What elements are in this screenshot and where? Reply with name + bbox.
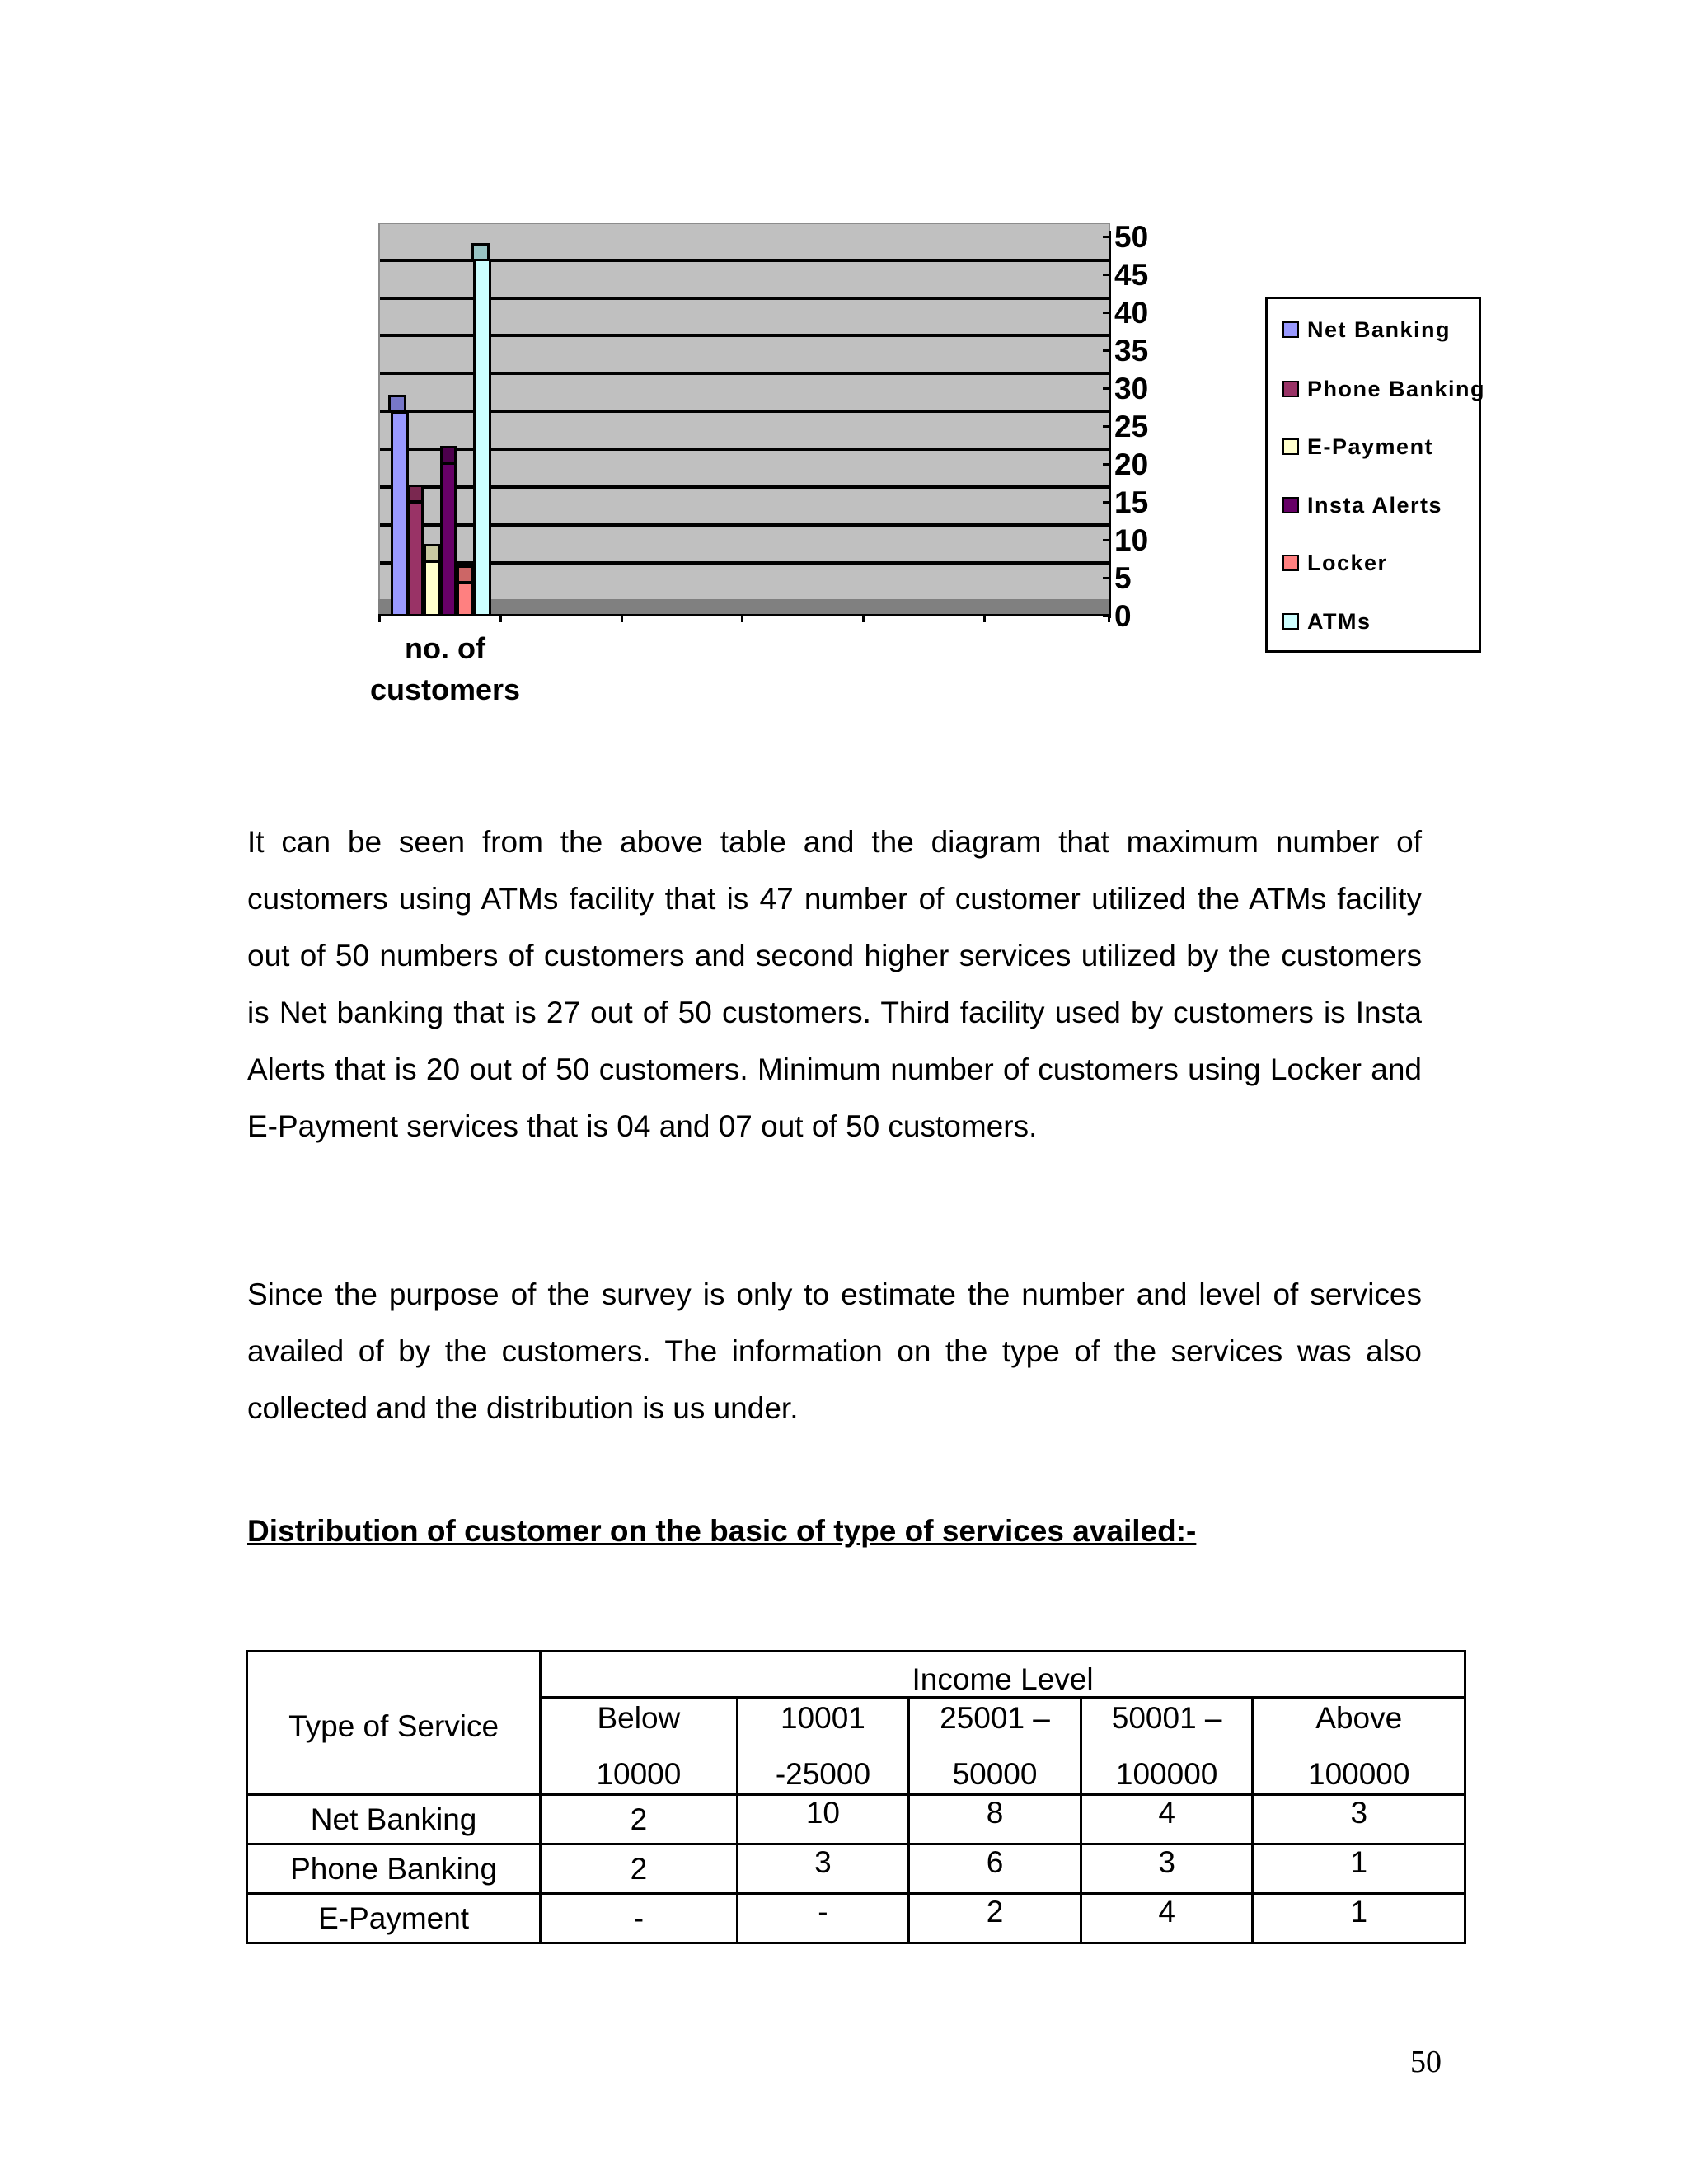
x-category-label (346, 628, 544, 710)
column-header-line: 50000 (952, 1756, 1038, 1791)
legend-item-atms (1282, 609, 1372, 634)
column-header (737, 1698, 909, 1795)
bar-insta-alerts (440, 462, 457, 616)
y-tick-label: 5 (1114, 561, 1132, 595)
y-tick-label: 45 (1114, 258, 1149, 292)
y-tick (1103, 236, 1110, 238)
y-tick-label: 50 (1114, 220, 1149, 254)
service-name-cell: E-Payment (247, 1894, 541, 1943)
legend-swatch-icon (1282, 497, 1299, 513)
column-header-line: 100000 (1308, 1756, 1410, 1791)
table-row (247, 1795, 1465, 1844)
legend-item-e-payment (1282, 434, 1433, 459)
service-name-cell: Phone Banking (247, 1844, 541, 1894)
bar-atms (473, 259, 491, 616)
table-cell: 3 (1081, 1844, 1253, 1894)
column-header-line: 25001 – (940, 1700, 1050, 1735)
x-category-line: no. of (405, 631, 485, 665)
x-tick (862, 614, 865, 622)
y-tick-label: 0 (1114, 599, 1132, 633)
column-header-line: Above (1315, 1700, 1403, 1735)
y-tick-label: 25 (1114, 410, 1149, 443)
x-tick (621, 614, 623, 622)
y-tick (1103, 501, 1110, 504)
section-heading: Distribution of customer on the basic of type of services availed:- (247, 1514, 1197, 1548)
analysis-paragraph: It can be seen from the above table and the diagram that maximum number of customers using ATMs facility that is 47 number of customer utilized the ATMs facility out of 50 numbers of customers and second higher services utilized by the customers is Net banking that is 27 out of 50 customers. Third facility used by customers is Insta Alerts that is 20 out of 50 customers. Minimum number of customers using Locker and E-Payment services that is 04 and 07 out of 50 customers. (247, 825, 1422, 1143)
y-tick (1103, 387, 1110, 390)
bar-top-net-banking (388, 395, 406, 413)
bar-e-payment (424, 560, 440, 616)
table-row (247, 1894, 1465, 1943)
y-tick-label: 30 (1114, 372, 1149, 405)
legend-label: Phone Banking (1307, 376, 1486, 401)
column-header (909, 1698, 1081, 1795)
y-tick (1103, 539, 1110, 541)
column-header-line: Below (597, 1700, 681, 1735)
bar-top-insta-alerts (440, 446, 457, 464)
table-cell: 2 (909, 1894, 1081, 1943)
y-tick-label: 35 (1114, 334, 1149, 368)
legend-item-locker (1282, 551, 1388, 575)
column-header-line: 10001 (780, 1700, 865, 1735)
income-level-header: Income Level (541, 1652, 1465, 1698)
legend-label: Locker (1307, 550, 1388, 575)
legend-swatch-icon (1282, 613, 1299, 630)
legend-item-phone-banking (1282, 377, 1485, 401)
x-category-line: customers (369, 673, 521, 706)
survey-paragraph: Since the purpose of the survey is only to estimate the number and level of services availed of by the customers. The information on the type of the services was also collected and the distribution is us under. (247, 1277, 1422, 1425)
column-header (1253, 1698, 1465, 1795)
x-tick (499, 614, 502, 622)
column-header (541, 1698, 737, 1795)
table-cell: 8 (909, 1795, 1081, 1844)
bar-net-banking (391, 411, 409, 616)
column-header-line: -25000 (775, 1756, 871, 1791)
y-tick (1103, 312, 1110, 314)
table-cell: 4 (1081, 1795, 1253, 1844)
bar-locker (457, 582, 473, 616)
y-tick-label: 20 (1114, 448, 1149, 481)
y-tick (1103, 349, 1110, 352)
y-tick-label: 40 (1114, 296, 1149, 330)
legend-swatch-icon (1282, 321, 1299, 338)
bar-top-locker (457, 565, 473, 583)
table-cell: 10 (737, 1795, 909, 1844)
x-axis (378, 614, 1110, 616)
y-tick-label: 15 (1114, 485, 1149, 519)
legend-label: Insta Alerts (1307, 492, 1443, 518)
column-header (1081, 1698, 1253, 1795)
x-tick (741, 614, 743, 622)
table-cell: 6 (909, 1844, 1081, 1894)
table-cell: - (541, 1894, 737, 1943)
legend-swatch-icon (1282, 438, 1299, 455)
y-tick-label: 10 (1114, 523, 1149, 557)
bar-phone-banking (407, 501, 424, 616)
column-header-line: 100000 (1115, 1756, 1218, 1791)
bar-chart (0, 0, 1688, 742)
column-header-line: 10000 (596, 1756, 682, 1791)
chart-legend (1265, 297, 1486, 653)
legend-label: ATMs (1307, 608, 1372, 634)
table-corner-header: Type of Service (247, 1652, 541, 1795)
bar-top-e-payment (424, 544, 440, 562)
y-tick (1103, 577, 1110, 579)
table-cell: 4 (1081, 1894, 1253, 1943)
legend-item-net-banking (1282, 317, 1451, 342)
y-tick (1103, 274, 1110, 276)
y-tick (1103, 615, 1110, 617)
legend-label: E-Payment (1307, 434, 1434, 459)
table-row (247, 1844, 1465, 1894)
table-cell: 1 (1253, 1844, 1465, 1894)
table-cell: 3 (1253, 1795, 1465, 1844)
services-distribution-table (246, 1650, 1466, 1944)
page-number: 50 (1410, 2045, 1442, 2079)
table-cell: - (737, 1894, 909, 1943)
y-tick (1103, 425, 1110, 428)
legend-label: Net Banking (1307, 316, 1451, 342)
service-name-cell: Net Banking (247, 1795, 541, 1844)
y-axis (1109, 231, 1111, 618)
legend-item-insta-alerts (1282, 493, 1442, 518)
table-header-row (247, 1652, 1465, 1698)
x-tick (983, 614, 986, 622)
table-cell: 1 (1253, 1894, 1465, 1943)
legend-swatch-icon (1282, 555, 1299, 571)
x-tick (378, 614, 381, 622)
bar-top-phone-banking (407, 485, 424, 503)
y-tick (1103, 463, 1110, 466)
legend-swatch-icon (1282, 381, 1299, 397)
column-header-line: 50001 – (1111, 1700, 1222, 1735)
table-cell: 2 (541, 1844, 737, 1894)
table-cell: 3 (737, 1844, 909, 1894)
table-cell: 2 (541, 1795, 737, 1844)
